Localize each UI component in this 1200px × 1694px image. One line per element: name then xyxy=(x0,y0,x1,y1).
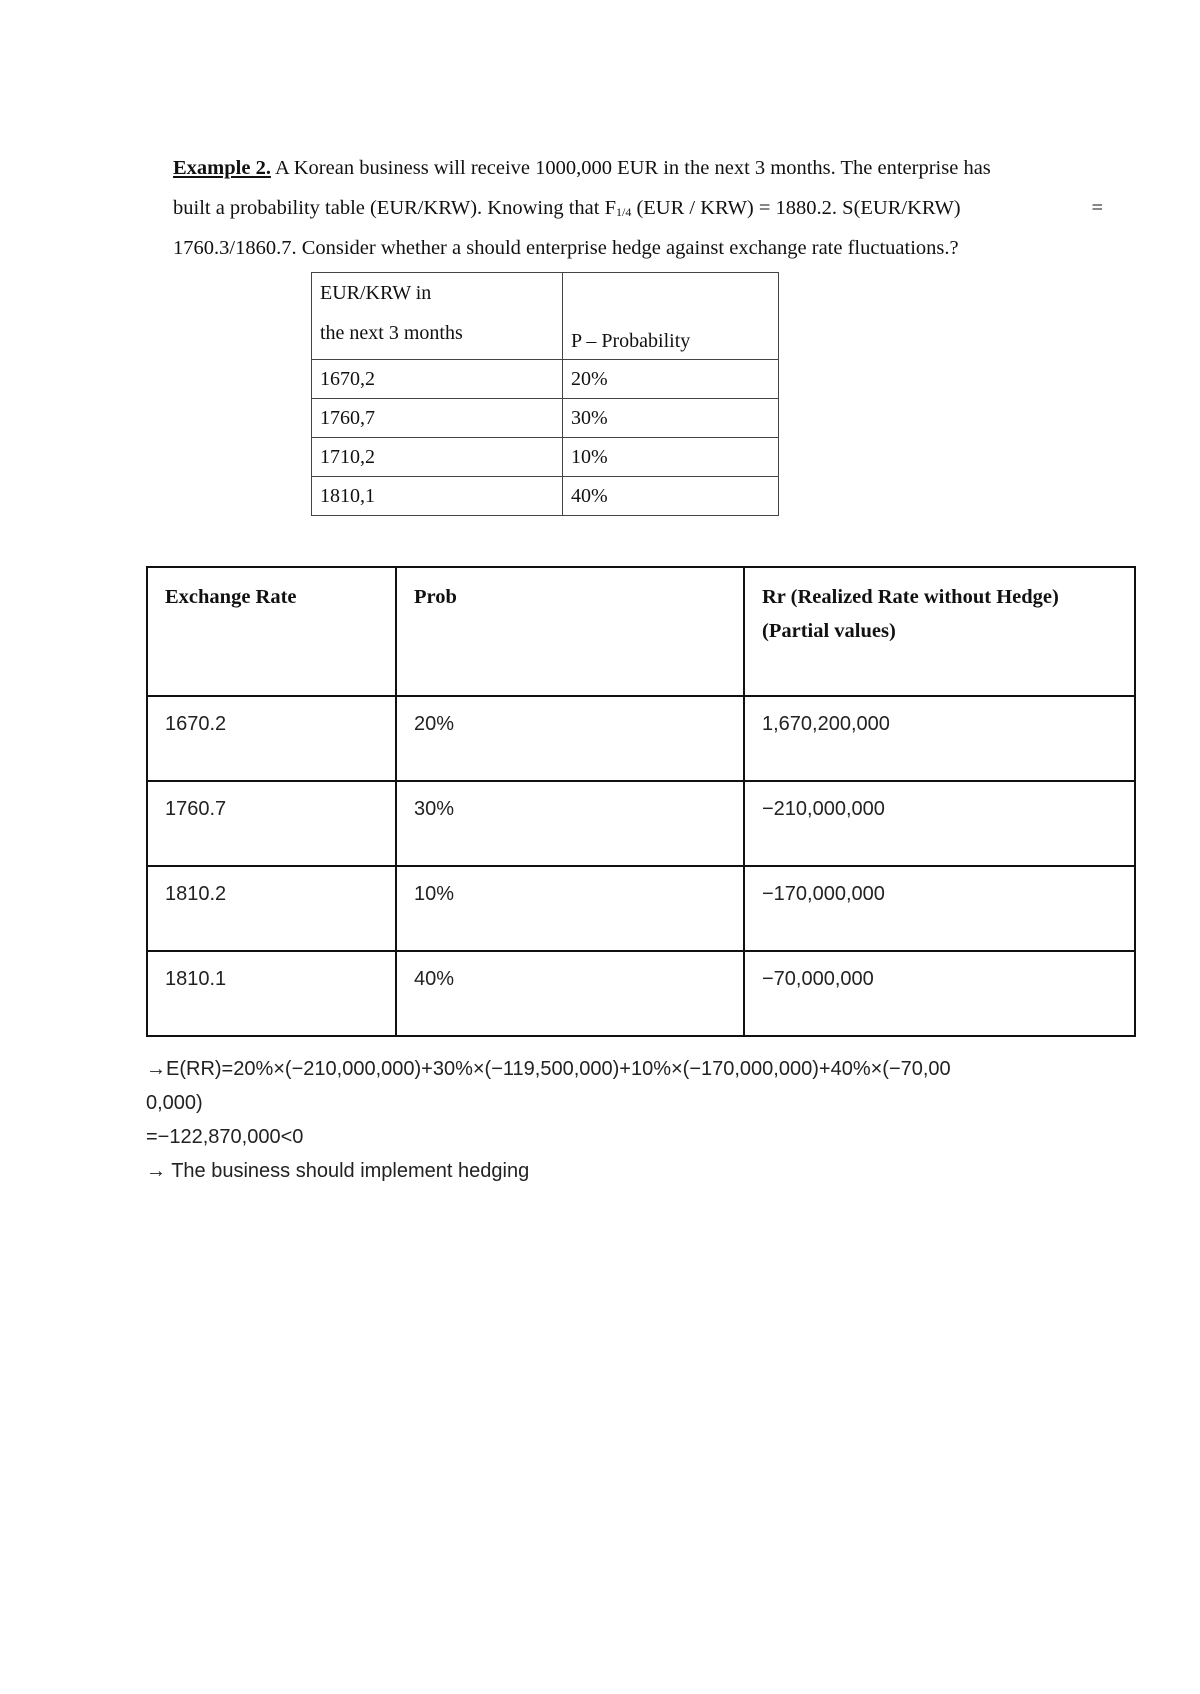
rate-cell: 1810,1 xyxy=(312,477,563,516)
calculation-result: =−122,870,000<0 xyxy=(146,1126,304,1148)
rate-cell: 1710,2 xyxy=(312,438,563,477)
problem-line-1-text: A Korean business will receive 1000,000 EUR in the next 3 months. The enterprise has xyxy=(270,157,991,179)
realized-rate-cell: −170,000,000 xyxy=(744,866,1135,951)
table-row xyxy=(312,399,779,438)
expected-return-calculation xyxy=(146,1052,1076,1188)
header-rate-line-1: EUR/KRW in xyxy=(320,282,432,304)
header-realized-rate-line-1: Rr (Realized Rate without Hedge) xyxy=(762,586,1059,608)
calculation-line-1: →E(RR)=20%×(−210,000,000)+30%×(−119,500,000)+10%×(−170,000,000)+40%×(−70,00 xyxy=(146,1058,951,1080)
probability-table-header xyxy=(312,273,779,360)
prob-cell: 20% xyxy=(396,696,744,781)
rate-cell: 1670,2 xyxy=(312,360,563,399)
header-prob: Prob xyxy=(396,567,744,696)
exchange-rate-cell: 1810.1 xyxy=(147,951,396,1036)
header-exchange-rate: Exchange Rate xyxy=(147,567,396,696)
prob-cell: 10% xyxy=(563,438,779,477)
header-realized-rate-line-2: (Partial values) xyxy=(762,620,896,642)
exchange-rate-cell: 1760.7 xyxy=(147,781,396,866)
problem-line-1 xyxy=(173,148,1103,188)
forward-rate-subscript: 1/4 xyxy=(615,205,632,219)
problem-statement xyxy=(173,148,1103,268)
rate-cell: 1760,7 xyxy=(312,399,563,438)
prob-cell: 20% xyxy=(563,360,779,399)
table-row xyxy=(312,360,779,399)
realized-rate-cell: 1,670,200,000 xyxy=(744,696,1135,781)
probability-table-header-rate xyxy=(312,273,563,360)
header-realized-rate xyxy=(744,567,1135,696)
calculation-conclusion: → The business should implement hedging xyxy=(146,1160,530,1182)
problem-line-2-text xyxy=(173,188,961,228)
realized-rate-cell: −210,000,000 xyxy=(744,781,1135,866)
equals-sign: = xyxy=(1091,197,1103,219)
header-rate-line-2: the next 3 months xyxy=(320,322,463,344)
problem-line-2 xyxy=(173,188,1103,228)
table-row xyxy=(147,696,1135,781)
table-row xyxy=(312,438,779,477)
problem-line-3: 1760.3/1860.7. Consider whether a should enterprise hedge against exchange rate fluctuations.? xyxy=(173,237,959,259)
realized-rate-table-header xyxy=(147,567,1135,696)
forward-rate-prefix: built a probability table (EUR/KRW). Knowing that F xyxy=(173,197,616,219)
forward-rate-suffix: (EUR / KRW) = 1880.2. S(EUR/KRW) xyxy=(631,197,961,219)
probability-table xyxy=(311,272,779,516)
exchange-rate-cell: 1810.2 xyxy=(147,866,396,951)
prob-cell: 30% xyxy=(563,399,779,438)
exchange-rate-cell: 1670.2 xyxy=(147,696,396,781)
prob-cell: 10% xyxy=(396,866,744,951)
calculation-line-2: 0,000) xyxy=(146,1092,203,1114)
prob-cell: 40% xyxy=(563,477,779,516)
table-row xyxy=(147,951,1135,1036)
realized-rate-cell: −70,000,000 xyxy=(744,951,1135,1036)
example-label: Example 2. xyxy=(173,157,271,179)
prob-cell: 30% xyxy=(396,781,744,866)
probability-table-header-prob: P – Probability xyxy=(563,273,779,360)
prob-cell: 40% xyxy=(396,951,744,1036)
table-row xyxy=(147,781,1135,866)
realized-rate-table xyxy=(146,566,1136,1037)
table-row xyxy=(147,866,1135,951)
table-row xyxy=(312,477,779,516)
